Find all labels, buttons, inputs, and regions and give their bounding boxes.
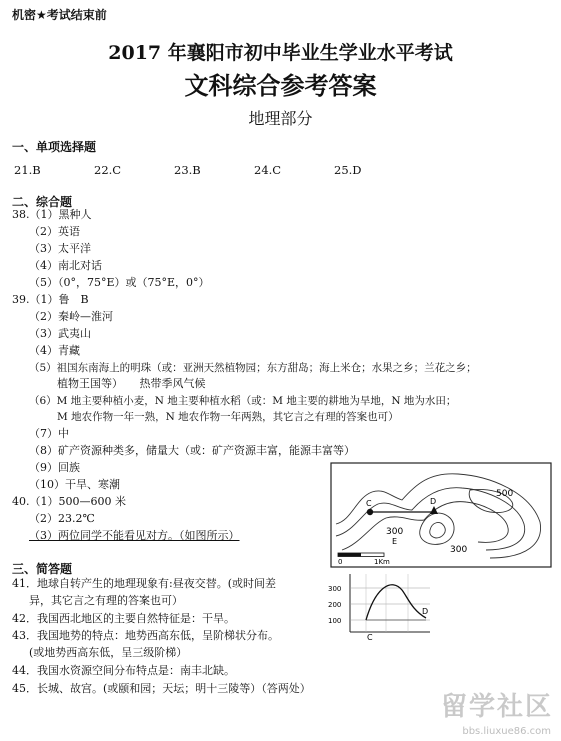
q39-line: （7）中 xyxy=(29,427,69,440)
q39-line: 植物王国等） 热带季风气候 xyxy=(57,377,206,390)
profile-chart-figure xyxy=(322,570,432,640)
point-label: E xyxy=(392,537,398,546)
profile-point-label: C xyxy=(367,633,373,640)
point-c-marker xyxy=(367,509,373,515)
q40-line: （3）两位同学不能看见对方。（如图所示） xyxy=(29,529,240,542)
q38-line: （4）南北对话 xyxy=(29,259,102,272)
mc-answer: 22.C xyxy=(94,163,122,177)
q40-line: （2）23.2℃ xyxy=(29,512,95,525)
contour-label: 300 xyxy=(450,545,468,555)
mc-answer: 21.B xyxy=(14,163,41,177)
short-answer-line: 45．长城、故宫。(或颐和园；天坛；明十三陵等）（答两处） xyxy=(12,682,311,695)
point-label: C xyxy=(366,499,372,508)
scale-label: 0 xyxy=(338,558,343,566)
mc-answer: 24.C xyxy=(254,163,282,177)
short-answer-line: (或地势西高东低，呈三级阶梯） xyxy=(29,646,188,659)
section3-heading: 三、简答题 xyxy=(12,562,73,576)
profile-curve xyxy=(366,585,429,620)
short-answer-line: 42．我国西北地区的主要自然特征是：干旱。 xyxy=(12,612,235,625)
contour-label: 300 xyxy=(386,527,404,537)
q39-line: （4）青藏 xyxy=(29,344,80,357)
q39-line: （2）秦岭—淮河 xyxy=(29,310,113,323)
q38-line: （3）太平洋 xyxy=(29,242,91,255)
q39-line: （9）回族 xyxy=(29,461,80,474)
watermark-url: bbs.liuxue86.com xyxy=(462,726,551,737)
confidential-label: 机密★考试结束前 xyxy=(12,8,107,22)
q39-line: （10）干旱、寒潮 xyxy=(29,478,120,491)
contour-label: 500 xyxy=(496,489,514,499)
q38-line: 38.（1）黑种人 xyxy=(12,208,92,221)
profile-y-tick: 300 xyxy=(328,585,342,593)
profile-y-tick: 200 xyxy=(328,601,342,609)
q39-line: （3）武夷山 xyxy=(29,327,91,340)
q39-line: 39.（1）鲁 B xyxy=(12,293,89,306)
q40-line: 40.（1）500—600 米 xyxy=(12,495,126,508)
section2-heading: 二、综合题 xyxy=(12,195,73,209)
short-answer-line: 44．我国水资源空间分布特点是：南丰北缺。 xyxy=(12,664,235,677)
profile-point-label: D xyxy=(422,607,429,616)
scale-bar-fill xyxy=(338,553,361,557)
q39-line: （5）祖国东南海上的明珠（或：亚洲天然植物园；东方甜岛；海上米仓；水果之乡；兰花之乡； xyxy=(29,362,477,374)
mc-answer: 25.D xyxy=(334,163,362,177)
profile-y-tick: 100 xyxy=(328,617,342,625)
point-label: D xyxy=(430,497,437,506)
short-answer-line: 41．地球自转产生的地理现象有:昼夜交替。(或时间差 xyxy=(12,577,276,590)
scale-label: 1Km xyxy=(374,558,390,566)
q38-line: （2）英语 xyxy=(29,225,80,238)
short-answer-line: 43．我国地势的特点：地势西高东低，呈阶梯状分布。 xyxy=(12,629,279,642)
short-answer-line: 异，其它言之有理的答案也可） xyxy=(29,594,183,607)
exam-title: 2017 年襄阳市初中毕业生学业水平考试 xyxy=(108,42,453,64)
q38-line: （5）（0°，75°E）或（75°E，0°） xyxy=(29,276,210,289)
answer-key-title: 文科综合参考答案 xyxy=(184,71,377,100)
mc-answer: 23.B xyxy=(174,163,201,177)
q39-line: M 地农作物一年一熟，N 地农作物一年两熟，其它言之有理的答案也可） xyxy=(57,411,399,423)
mc-answers xyxy=(14,159,414,178)
watermark-logo: 留学社区 xyxy=(440,692,553,722)
contour-map-figure xyxy=(330,462,552,568)
section1-heading: 一、单项选择题 xyxy=(12,140,97,154)
q39-line: （6）M 地主要种植小麦，N 地主要种植水稻（或：M 地主要的耕地为旱地，N 地为水田； xyxy=(29,395,457,407)
q39-line: （8）矿产资源种类多，储量大（或：矿产资源丰富，能源丰富等） xyxy=(29,444,355,457)
part-title: 地理部分 xyxy=(248,109,313,128)
